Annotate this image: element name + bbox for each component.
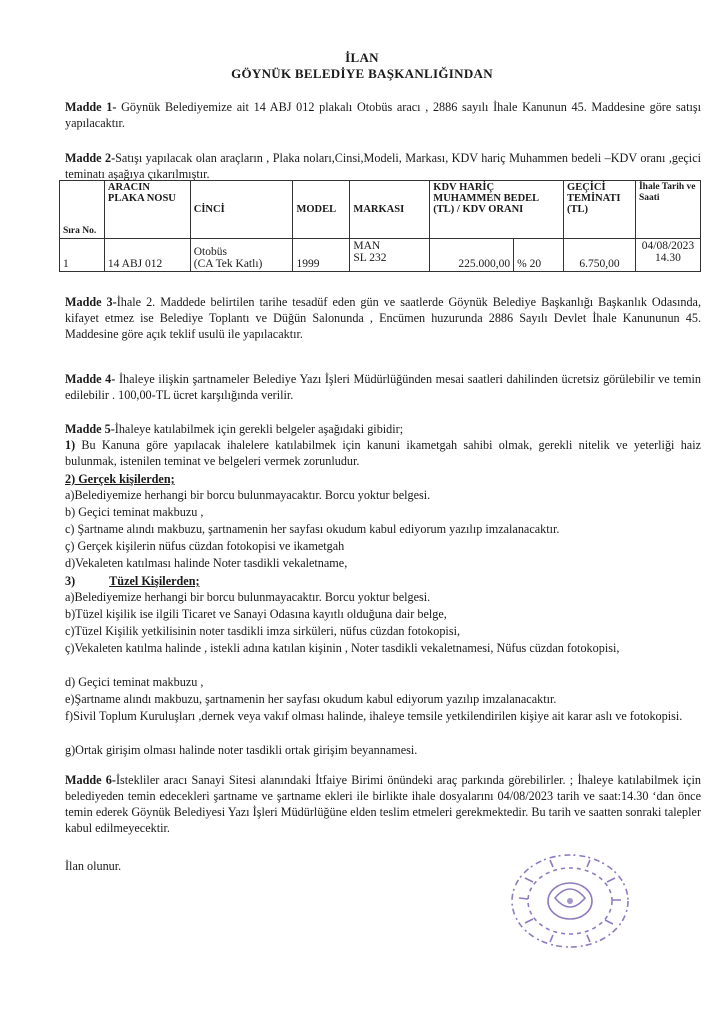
legal-item-b: b)Tüzel kişilik ise ilgili Ticaret ve Sanayi Odasına kayıtlı olduğuna dair belge,	[65, 607, 447, 621]
cell-tarih-time: 14.30	[655, 252, 681, 264]
cell-sira: 1	[60, 239, 105, 272]
natural-item-cc: ç) Gerçek kişilerin nüfus cüzdan fotokopisi ve ikametgah	[65, 539, 345, 553]
cell-bedel: 225.000,00	[430, 239, 514, 272]
legal-heading-number: 3)	[65, 574, 76, 588]
article-2-label: Madde 2-	[65, 151, 116, 165]
closing-text: İlan olunur.	[65, 859, 122, 873]
legal-item-e: e)Şartname alındı makbuzu, şartnamenin her sayfası okudum kabul ediyorum yazılıp imzalanacaktır.	[65, 692, 557, 706]
official-stamp-icon	[505, 848, 635, 953]
article-4	[65, 371, 701, 403]
header-sira: Sıra No.	[60, 181, 105, 239]
legal-item-d: d) Geçici teminat makbuzu ,	[65, 675, 204, 689]
vehicle-table	[59, 180, 701, 272]
municipality-heading: GÖYNÜK BELEDİYE BAŞKANLIĞINDAN	[231, 66, 493, 81]
article-6	[65, 772, 701, 836]
natural-item-b: b) Geçici teminat makbuzu ,	[65, 505, 204, 519]
table-header-row	[60, 181, 701, 239]
article-6-label: Madde 6-	[65, 773, 116, 787]
header-tarih: İhale Tarih ve Saati	[635, 181, 700, 239]
header-teminat: GEÇİCİ TEMİNATI (TL)	[564, 181, 636, 239]
cell-cinsi-line2: (CA Tek Katlı)	[193, 258, 263, 270]
announcement-title: İLAN	[345, 50, 379, 65]
cell-markasi	[350, 239, 430, 272]
header-cinsi: CİNCİ	[190, 181, 293, 239]
cell-oran: % 20	[514, 239, 564, 272]
cell-plaka: 14 ABJ 012	[104, 239, 190, 272]
article-1-text: Göynük Belediyemize ait 14 ABJ 012 plakalı Otobüs aracı , 2886 sayılı İhale Kanunun 45. Maddesine göre satışı yapılacaktır.	[65, 100, 701, 130]
article-5-text: İhaleye katılabilmek için gerekli belgeler aşağıdaki gibidir;	[114, 422, 404, 436]
item-1-text: Bu Kanuna göre yapılacak ihalelere katılabilmek için kanuni ikametgah sahibi olmak, gerekli nitelik ve yeterliği haiz bulunmak, istenilen teminat ve belgeleri vermek zorunludur.	[65, 438, 701, 468]
article-3-text: İhale 2. Maddede belirtilen tarihe tesadüf eden gün ve saatlerde Göynük Belediye Başkanlığı Başkanlık Odasında, kifayet etmez ise Belediye Toplantı ve Düğün Salonunda , Encümen huzurunda 2886 Sayılı Devlet İhale Kanununun 45. Maddesine göre açık teklif usulü ile yapılacaktır.	[65, 295, 701, 341]
legal-item-f: f)Sivil Toplum Kuruluşları ,dernek veya vakıf olması halinde, ihaleye temsile yetkilendirilen kişiye ait karar aslı ve fotokopisi.	[65, 709, 683, 723]
article-5-intro	[65, 421, 403, 437]
natural-item-a: a)Belediyemize herhangi bir borcu bulunmayacaktır. Borcu yoktur belgesi.	[65, 488, 431, 502]
table-row	[60, 239, 701, 272]
header-kdv: KDV HARİÇ MUHAMMEN BEDEL (TL) / KDV ORANI	[430, 181, 564, 239]
cell-markasi-line1: MAN	[353, 240, 381, 252]
header-markasi: MARKASI	[350, 181, 430, 239]
legal-item-g: g)Ortak girişim olması halinde noter tasdikli ortak girişim beyannamesi.	[65, 743, 418, 757]
cell-model: 1999	[293, 239, 350, 272]
legal-persons-heading	[65, 573, 200, 589]
natural-item-c: c) Şartname alındı makbuzu, şartnamenin her sayfası okudum kabul ediyorum yazılıp imzalanacaktır.	[65, 522, 560, 536]
legal-item-a: a)Belediyemize herhangi bir borcu bulunmayacaktır. Borcu yoktur belgesi.	[65, 590, 431, 604]
article-5-item-1	[65, 437, 701, 469]
legal-item-cc: ç)Vekaleten katılma halinde , istekli adına katılan kişinin , Noter tasdikli vekaletnamesi, Nüfus cüzdan fotokopisi,	[65, 641, 620, 655]
natural-persons-heading: 2) Gerçek kişilerden;	[65, 472, 175, 486]
article-3	[65, 294, 701, 342]
cell-markasi-line2: SL 232	[353, 252, 387, 264]
article-2-text: Satışı yapılacak olan araçların , Plaka noları,Cinsi,Modeli, Markası, KDV hariç Muhammen bedeli –KDV oranı ,geçici teminatı aşağıya çıkarılmıştır.	[65, 151, 701, 181]
header-plaka: ARACIN PLAKA NOSU	[104, 181, 190, 239]
article-4-label: Madde 4-	[65, 372, 116, 386]
legal-item-c: c)Tüzel Kişilik yetkilisinin noter tasdikli imza sirküleri, nüfus cüzdan fotokopisi,	[65, 624, 460, 638]
article-1	[65, 99, 701, 131]
article-1-label: Madde 1-	[65, 100, 117, 114]
article-3-label: Madde 3-	[65, 295, 117, 309]
article-4-text: İhaleye ilişkin şartnameler Belediye Yazı İşleri Müdürlüğünden mesai saatleri dahilinden ücretsiz görülebilir ve temin edilebilir . 100,00-TL ücret karşılığında verilir.	[65, 372, 701, 402]
cell-tarih	[635, 239, 700, 272]
item-1-number: 1)	[65, 438, 76, 452]
header-model: MODEL	[293, 181, 350, 239]
cell-teminat: 6.750,00	[564, 239, 636, 272]
article-6-text: İstekliler aracı Sanayi Sitesi alanındaki İtfaiye Birimi önündeki araç parkında görebilirler. ; İhaleye katılabilmek için belediyeden temin edecekleri şartname ve şartname ekleri ile birlikte ihale dosyalarını 04/08/2023 tarih ve saat:14.30 ‘dan önce temin ederek Göynük Belediyesi Yazı İşleri Müdürlüğüne elden teslim etmeleri gerekmektedir. Bu tarih ve saatten sonraki talepler kabul edilmeyecektir.	[65, 773, 701, 835]
cell-tarih-date: 04/08/2023	[641, 240, 695, 252]
article-5-label: Madde 5-	[65, 422, 115, 436]
cell-cinsi	[190, 239, 293, 272]
legal-heading-text: Tüzel Kişilerden;	[109, 574, 200, 588]
natural-item-d: d)Vekaleten katılması halinde Noter tasdikli vekaletname,	[65, 556, 348, 570]
cell-cinsi-line1: Otobüs	[193, 246, 227, 258]
article-2	[65, 150, 701, 182]
